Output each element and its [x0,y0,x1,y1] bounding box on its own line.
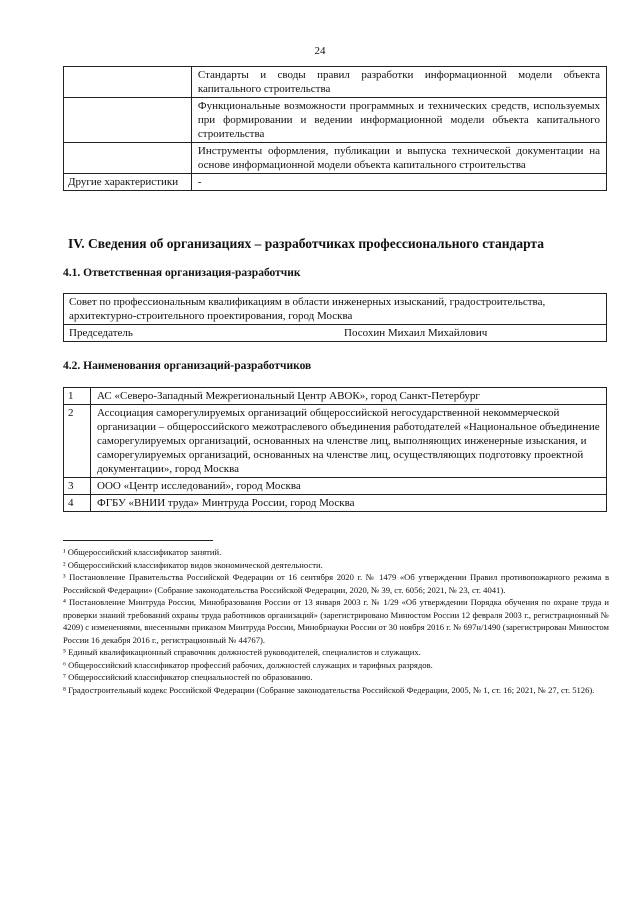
footnote: ⁵ Единый квалификационный справочник должностей руководителей, специалистов и служащих. [63,647,421,657]
table-row [64,143,607,174]
chair-cell [64,325,607,342]
table-row [64,325,607,342]
other-characteristics-value: - [191,174,606,191]
table-row [64,174,607,191]
table-row [64,478,607,495]
requirements-table [63,66,607,191]
table-row [64,495,607,512]
table-cell: Стандарты и своды правил разработки информационной модели объекта капитального строительства [191,67,606,98]
row-number: 4 [64,495,91,512]
footnote: ³ Постановление Правительства Российской Федерации от 16 сентября 2020 г. № 1479 «Об утверждении Правил противопожарного режима в Российской Федерации» (Собрание законодательства Российской Федерации, 2020, № 39, ст. 6056; 2021, № 23, ст. 4041). [63,572,609,595]
footnotes [63,546,609,696]
responsible-org-table [63,293,607,342]
table-cell: Функциональные возможности программных и технических средств, используемых при формировании и ведении информационной модели объекта капитального строительства [191,98,606,143]
table-cell-empty [64,67,192,98]
row-number: 1 [64,388,91,405]
org-name: ФГБУ «ВНИИ труда» Минтруда России, город Москва [91,495,607,512]
footnote: ⁸ Градостроительный кодекс Российской Федерации (Собрание законодательства Российской Федерации, 2005, № 1, ст. 16; 2021, № 27, ст. 5126). [63,684,595,695]
section-title: IV. Сведения об организациях – разработчиках профессионального стандарта [68,236,544,251]
org-name: Ассоциация саморегулируемых организаций общероссийской негосударственной некоммерческой организации – общероссийского межотраслевого объединения работодателей «Национальное объединение саморегулируемых организаций, основанных на членстве лиц, выполняющих инженерные изыскания, и саморегулируемых организаций, основанных на членстве лиц, осуществляющих подготовку проектной документации», город Москва [91,405,607,478]
org-name: ООО «Центр исследований», город Москва [91,478,607,495]
subsection-title-4-2: 4.2. Наименования организаций-разработчиков [63,360,312,372]
table-cell: Инструменты оформления, публикации и выпуска технической документации на основе информационной модели объекта капитального строительства [191,143,606,174]
table-cell-empty [64,143,192,174]
page-number: 24 [314,45,326,57]
footnote: ⁴ Постановление Минтруда России, Минобразования России от 13 января 2003 г. № 1/29 «Об утверждении Порядка обучения по охране труда и проверки знаний требований охраны труда работников организаций» (зарегистрировано Минюстом России 12 февраля 2003 г., регистрационный № 4209) с изменениями, внесенными приказом Минтруда России, Минобрнауки России от 30 ноября 2016 г. № 697н/1490 (зарегистрирован Минюстом России 16 декабря 2016 г., регистрационный № 44767). [63,597,609,645]
footnote: ² Общероссийский классификатор видов экономической деятельности. [63,559,323,570]
table-row [64,405,607,478]
org-name: АС «Северо-Западный Межрегиональный Центр АВОК», город Санкт-Петербург [91,388,607,405]
developer-orgs-table [63,387,607,512]
table-row [64,98,607,143]
table-row [64,67,607,98]
responsible-org-name: Совет по профессиональным квалификациям в области инженерных изысканий, градостроительства, архитектурно-строительного проектирования, город Москва [64,294,607,325]
other-characteristics-label: Другие характеристики [64,174,192,191]
chair-label: Председатель [69,327,133,339]
chair-name: Посохин Михаил Михайлович [344,327,488,339]
table-row [64,388,607,405]
footnote-divider [63,540,213,541]
subsection-title-4-1: 4.1. Ответственная организация-разработчик [63,267,301,279]
table-cell-empty [64,98,192,143]
table-row [64,294,607,325]
footnote: ¹ Общероссийский классификатор занятий. [63,547,222,557]
footnote: ⁷ Общероссийский классификатор специальностей по образованию. [63,672,313,682]
footnote: ⁶ Общероссийский классификатор профессий рабочих, должностей служащих и тарифных разрядов. [63,659,433,670]
row-number: 2 [64,405,91,478]
row-number: 3 [64,478,91,495]
